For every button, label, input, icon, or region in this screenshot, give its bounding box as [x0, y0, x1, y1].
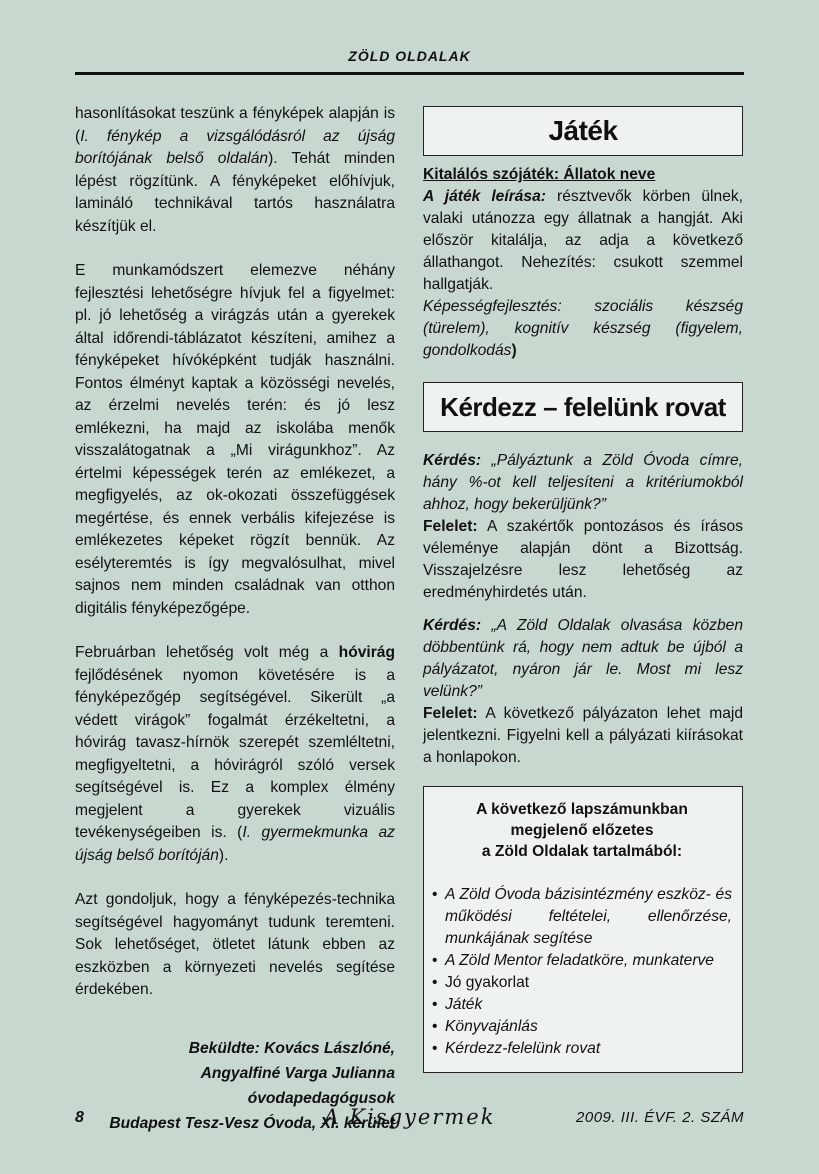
issue-info: 2009. III. ÉVF. 2. SZÁM [576, 1109, 744, 1126]
p3-text-e: ). [218, 846, 229, 864]
list-item-text: A Zöld Óvoda bázisintézmény eszköz- és működési feltételei, ellenőrzése, munkájának segítése [445, 886, 732, 947]
right-column [423, 106, 743, 1073]
bullet-icon: • [432, 1018, 438, 1035]
page-number: 8 [75, 1109, 84, 1126]
bullet-icon: • [432, 996, 438, 1013]
p3-text-a: Februárban lehetőség volt még a [75, 644, 339, 661]
qa-heading: Kérdezz – felelünk rovat [423, 382, 743, 432]
bullet-icon: • [432, 886, 438, 903]
list-item-text: A Zöld Mentor feladatköre, munkaterve [445, 952, 714, 969]
question-2-text: „A Zöld Oldalak olvasása közben döbbentünk rá, hogy nem adtuk be újból a pályázatot, nyáron jár le. Most mi lesz velünk?” [423, 617, 743, 700]
question-1-text: „Pályáztunk a Zöld Óvoda címre, hány %-ot kell teljesíteni a kritériumokból ahhoz, hogy bekerüljünk?” [423, 452, 743, 513]
question-2 [423, 615, 743, 703]
answer-label: Felelet: [423, 518, 478, 535]
paragraph-4: Azt gondoljuk, hogy a fényképezés-technika segítségével hagyományt tudunk teremteni. Sok lehetőséget, ötletet látunk ebben az eszközben a környezeti nevelés segítése érdekében. [75, 891, 395, 998]
preview-box [423, 786, 743, 1073]
paragraph-2: E munkamódszert elemezve néhány fejlesztési lehetőségre hívjuk fel a figyelmet: pl. jó lehetőség a virágzás után a gyerekek által időrendi-táblázatot készíteni, amihez a fényképeket hívóképként tudják használni. Fontos élményt kaptak a közösségi nevelés, az érzelmi nevelés terén: és jó lesz emlékezni, ha majd az iskolába menők visszalátogatnak a „Mi virágunkhoz”. Az értelmi képességek terén az emlékezet, a megfigyelés, az ok-okozati összefüggések megértése, és ennek verbális kifejezése is emlékezetes képeket rögzít bennük. Az esélyteremtés is így megvalósulhat, mivel sajnos nem minden családnak van otthon digitális fényképezőgépe. [75, 262, 395, 617]
game-description [423, 186, 743, 296]
paragraph-1 [75, 103, 395, 238]
preview-title-line: A következő lapszámunkban [476, 801, 688, 818]
signature-line: óvodapedagógusok [247, 1089, 395, 1107]
list-item [432, 1038, 732, 1060]
p1-text-italic: I. fénykép a vizsgálódásról az újság borítójának belső oldalán [75, 127, 395, 167]
list-item-text: Jó gyakorlat [445, 974, 530, 991]
list-item-text: Könyvajánlás [445, 1018, 538, 1035]
answer-2-text: A következő pályázaton lehet majd jelentkezni. Figyelni kell a pályázati kiírásokat a honlapokon. [423, 705, 743, 766]
question-label: Kérdés: [423, 452, 482, 469]
game-skills-text: Képességfejlesztés: szociális készség (türelem), kognitív készség (figyelem, gondolkodás [423, 298, 743, 359]
game-description-text: résztvevők körben ülnek, valaki utánozza egy állatnak a hangját. Aki először kitalálja, az adja a következő állathangot. Nehezítés: csukott szemmel hallgatják. [423, 188, 743, 293]
p3-text-bold: hóvirág [338, 644, 395, 661]
preview-list [432, 884, 732, 1060]
list-item [432, 884, 732, 950]
question-label: Kérdés: [423, 617, 482, 634]
list-item-text: Kérdezz-felelünk rovat [445, 1040, 601, 1057]
bullet-icon: • [432, 1040, 438, 1057]
magazine-name: A Kisgyermek [323, 1105, 496, 1129]
bullet-icon: • [432, 952, 438, 969]
left-column [75, 103, 395, 1136]
answer-1 [423, 516, 743, 604]
signature-line: Beküldte: Kovács Lászlóné, [188, 1039, 395, 1057]
list-item [432, 994, 732, 1016]
list-item [432, 972, 732, 994]
bullet-icon: • [432, 974, 438, 991]
p1-text-a: hasonlításokat teszünk a fényképek alapján is ( [75, 105, 395, 145]
answer-2 [423, 703, 743, 769]
list-item [432, 1016, 732, 1038]
preview-title-line: a Zöld Oldalak tartalmából: [481, 843, 683, 860]
signature-line: Angyalfiné Varga Julianna [200, 1064, 395, 1082]
answer-1-text: A szakértők pontozásos és írásos véleménye alapján dönt a Bizottság. Visszajelzésre lesz lehetőség az eredményhirdetés után. [423, 518, 743, 601]
list-item-text: Játék [445, 996, 483, 1013]
game-skills [423, 296, 743, 362]
p3-text-c: fejlődésének nyomon követésére is a fényképezőgép segítségével. Sikerült „a védett virágok” fogalmát érzékeltetni, a hóvirág tavasz-hírnök szerepét szemléltetni, megfigyeltetni, a hóvirágról szóló versek segítségével is. Ez a komplex élmény megjelent a gyerekek vizuális tevékenységeiben is. ( [75, 666, 395, 841]
answer-label: Felelet: [423, 705, 478, 722]
game-description-label: A játék leírása: [423, 188, 546, 205]
game-heading: Játék [423, 106, 743, 156]
preview-title-line: megjelenő előzetes [510, 822, 654, 839]
footer [75, 1105, 744, 1135]
running-title: ZÖLD OLDALAK [348, 48, 471, 64]
game-subheading: Kitalálós szójáték: Állatok neve [423, 166, 656, 183]
header-rule [75, 72, 744, 75]
list-item [432, 950, 732, 972]
p1-text-c: ). Tehát minden lépést rögzítünk. A fényképeket előhívjuk, lamináló technikával tartós használatra készítjük el. [75, 150, 395, 235]
p3-text-italic: I. gyermekmunka az újság belső borítóján [75, 824, 395, 864]
question-1 [423, 450, 743, 516]
signature-line: Budapest Tesz-Vesz Óvoda, XI. kerület [109, 1114, 395, 1132]
preview-title [432, 799, 732, 862]
game-skills-paren: ) [511, 342, 517, 359]
paragraph-3 [75, 642, 395, 867]
